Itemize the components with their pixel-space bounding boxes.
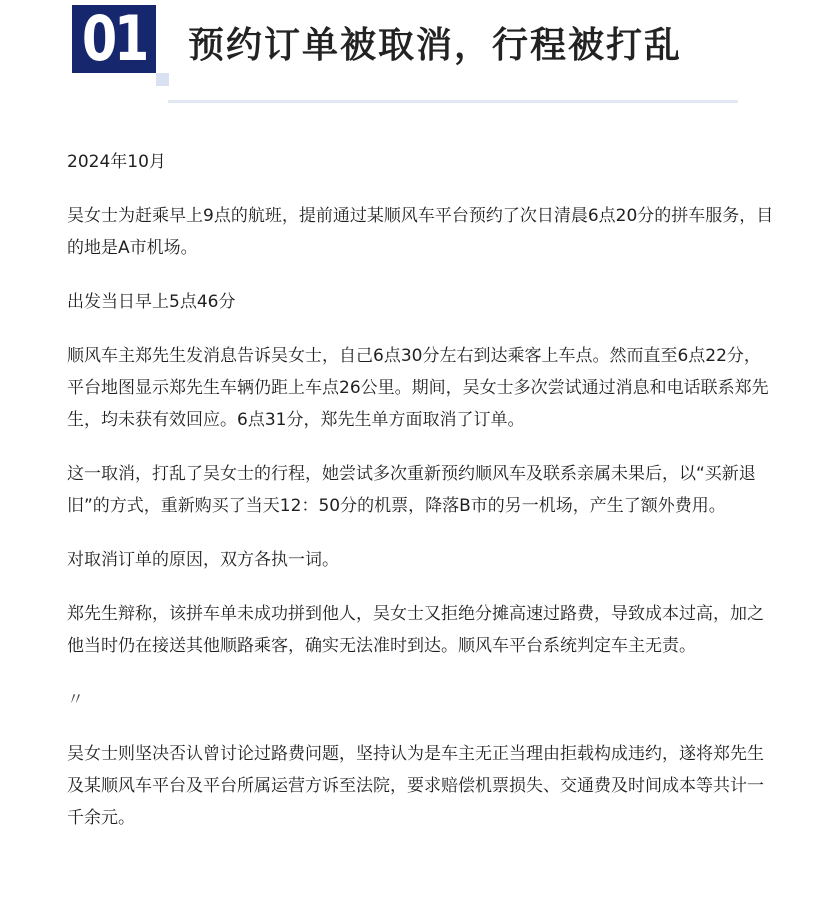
decorative-square — [156, 73, 169, 86]
section-title: 预约订单被取消，行程被打乱 — [188, 24, 683, 66]
section-header — [0, 0, 830, 110]
quote-mark: 〃 — [67, 690, 84, 710]
paragraph-driver-defense: 郑先生辩称，该拼车单未成功拼到他人，吴女士又拒绝分摊高速过路费，导致成本过高，加之他当时仍在接送其他顺路乘客，确实无法准时到达。顺风车平台系统判定车主无责。 — [67, 604, 764, 656]
date-line: 2024年10月 — [67, 152, 166, 172]
paragraph-dispute: 对取消订单的原因，双方各执一词。 — [67, 550, 339, 570]
article-body — [67, 146, 777, 856]
section-number: 01 — [81, 5, 147, 73]
paragraph-booking: 吴女士为赶乘早上9点的航班，提前通过某顺风车平台预约了次日清晨6点20分的拼车服务，目的地是A市机场。 — [67, 206, 774, 258]
title-underline — [168, 100, 738, 103]
time-line: 出发当日早上5点46分 — [67, 292, 236, 312]
paragraph-consequence: 这一取消，打乱了吴女士的行程，她尝试多次重新预约顺风车及联系亲属未果后，以“买新退旧”的方式，重新购买了当天12：50分的机票，降落B市的另一机场，产生了额外费用。 — [67, 464, 756, 516]
section-number-badge — [72, 5, 156, 73]
paragraph-lawsuit: 吴女士则坚决否认曾讨论过路费问题，坚持认为是车主无正当理由拒载构成违约，遂将郑先生及某顺风车平台及平台所属运营方诉至法院，要求赔偿机票损失、交通费及时间成本等共计一千余元。 — [67, 744, 764, 828]
paragraph-cancellation: 顺风车主郑先生发消息告诉吴女士，自己6点30分左右到达乘客上车点。然而直至6点22分，平台地图显示郑先生车辆仍距上车点26公里。期间，吴女士多次尝试通过消息和电话联系郑先生，均未获有效回应。6点31分，郑先生单方面取消了订单。 — [67, 346, 769, 430]
